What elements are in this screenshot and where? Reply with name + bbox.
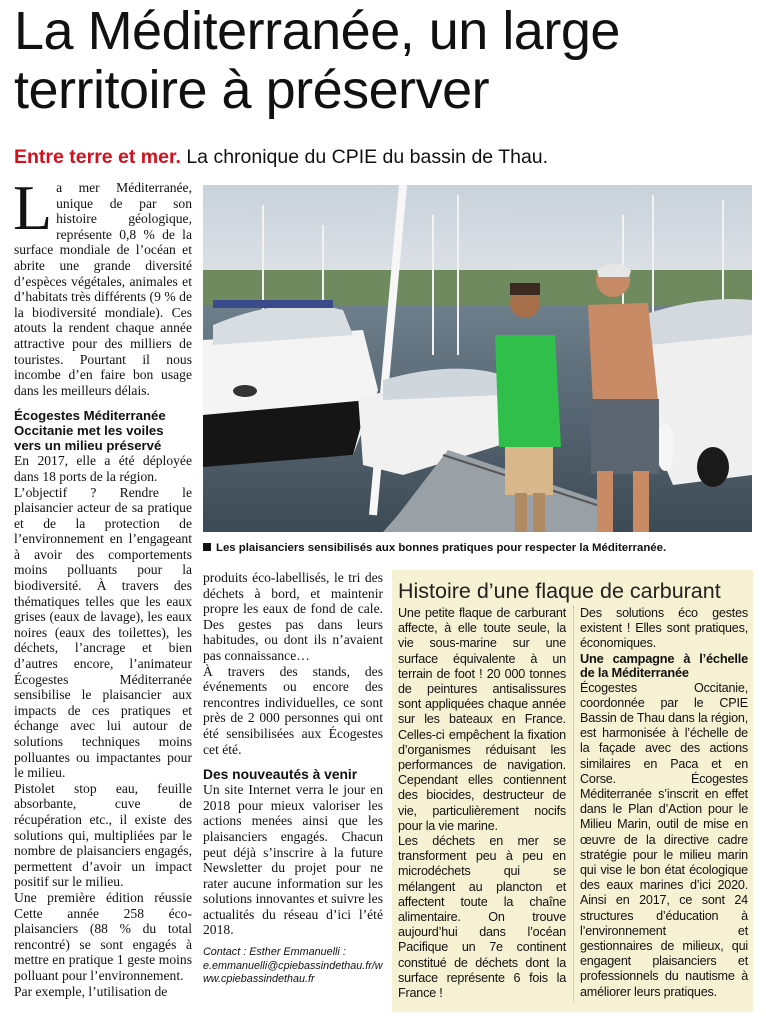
paragraph: L’objectif ? Rendre le plaisancier acteur de sa pratique et de la protection de l’environnement en l’engageant à avoir des comportements moins polluants pour la biodiversité. À travers des thématiques telles que les eaux grises (eaux de lavage), les eaux noires (eaux des toilettes), les déchets, l’ancrage et bien d’autres encore, l’animateur Écogestes Méditerranée sensibilise le plaisancier aux impacts de ces pratiques et échange avec lui autour de solutions techniques moins polluantes ou impactantes pour le milieu. <box>14 484 192 781</box>
caption-text: Les plaisanciers sensibilisés aux bonnes pratiques pour respecter la Méditerranée. <box>216 542 667 554</box>
section-title-nouveautes: Des nouveautés à venir <box>203 767 358 783</box>
section-title-campagne: Une campagne à l’échelle de la Méditerranée <box>580 650 748 681</box>
dropcap: L <box>13 172 53 243</box>
intro-paragraph <box>13 172 192 398</box>
contact-block <box>203 946 383 987</box>
subhead-text: La chronique du CPIE du bassin de Thau. <box>180 146 549 168</box>
contact-label: Contact : Esther Emmanuelli : <box>203 946 346 959</box>
subhead-kicker: Entre terre et mer. <box>14 146 181 168</box>
marina-photo <box>203 185 752 532</box>
paragraph: Une petite flaque de carburant affecte, à elle toute seule, la vie sous-marine sur une surface équivalente à un terrain de foot ! 20 000 tonnes de peintures antisalissures sont appliquées chaque année sur les bateaux en France. Celles-ci empêchent la fixation d’organismes réduisant les performances de navigation. Cependant elles contiennent des biocides, destructeur de vie, particulièrement nocifs pour la vie marine. <box>398 606 566 833</box>
box-title: Histoire d’une flaque de carburant <box>398 579 721 603</box>
paragraph: Des solutions éco gestes existent ! Elles sont pratiques, économiques. <box>580 606 748 651</box>
paragraph: Par exemple, l’utilisation de <box>14 983 168 999</box>
intro-text: a mer Méditerranée, unique de par son histoire géologique, représente 0,8 % de la surface mondiale de l’océan et abrite une grande diversité d’espèces végétales, animales et d’habitats très différents (9 % de la biodiversité mondiale). Ces atouts la rendent chaque année attractive pour des milliers de touristes. Pourtant il nous incombe d’en faire bon usage dans les meilleurs délais. <box>14 180 192 398</box>
column-2 <box>203 570 383 987</box>
paragraph: Écogestes Occitanie, coordonnée par le CPIE Bassin de Thau dans la région, est harmonisée à l’échelle de la façade avec des actions similaires en Paca et en Corse. Écogestes Méditerranée s’inscrit en effet dans le Plan d’Action pour le Milieu Marin, outil de mise en œuvre de la directive cadre stratégie pour le milieu marin qui vise le bon état écologique des eaux marines d’ici 2020. Ainsi en 2017, ce sont 24 structures d’éducation à l’environnement et gestionnaires de milieux, qui engagent plaisanciers et professionnels du nautisme à améliorer leurs pratiques. <box>580 680 748 999</box>
box-column-divider <box>573 606 574 1002</box>
column-1 <box>13 172 192 999</box>
marina-photo-illustration <box>203 185 752 532</box>
box-column-1 <box>398 606 566 1001</box>
paragraph: produits éco-labellisés, le tri des déchets à bord, et maintenir propre les eaux de fond de cale. Des gestes pas dans leurs habitudes, ou dont ils n’avaient pas connaissance… <box>203 570 383 663</box>
contact-link[interactable]: e.emmanuelli@cpiebassindethau.fr/www.cpiebassindethau.fr <box>203 959 383 986</box>
section-title-ecogestes: Écogestes Méditerranée Occitanie met les voiles vers un milieu préservé <box>14 408 166 454</box>
paragraph: À travers des stands, des événements ou encore des rencontres individuelles, ce sont près de 2 000 personnes qui ont été sensibilisées aux Écogestes cet été. <box>203 663 383 757</box>
paragraph: Une première édition réussie Cette année 258 éco-plaisanciers (88 % du total rencontré) se sont engagés à mettre en pratique 1 geste moins polluant pour l’environnement. <box>14 889 192 983</box>
subhead <box>14 144 754 170</box>
paragraph: Les déchets en mer se transforment peu à peu en microdéchets qui se mélangent au plancton et affectent toute la chaîne alimentaire. On trouve aujourd’hui dans l’océan Pacifique un 7e continent constitué de déchets dont la surface représente 6 fois la France ! <box>398 834 566 1001</box>
photo-caption <box>203 541 755 555</box>
paragraph: Un site Internet verra le jour en 2018 pour mieux valoriser les actions menées ainsi que les plaisanciers engagés. Chacun peut déjà s’inscrire à la future Newsletter du projet pour ne rater aucune information sur les solutions innovantes et suivre les actualités du réseau d’ici l’été 2018. <box>203 782 383 938</box>
paragraph: En 2017, elle a été déployée dans 18 ports de la région. <box>14 453 192 484</box>
paragraph: Pistolet stop eau, feuille absorbante, cuve de récupération etc., il existe des solutions qui, multipliées par le nombre de plaisanciers engagés, permettent d’avoir un impact positif sur le milieu. <box>14 780 192 890</box>
headline: La Méditerranée, un large territoire à préserver <box>14 1 620 120</box>
caption-square-icon <box>203 543 211 551</box>
box-column-2 <box>580 606 748 1000</box>
